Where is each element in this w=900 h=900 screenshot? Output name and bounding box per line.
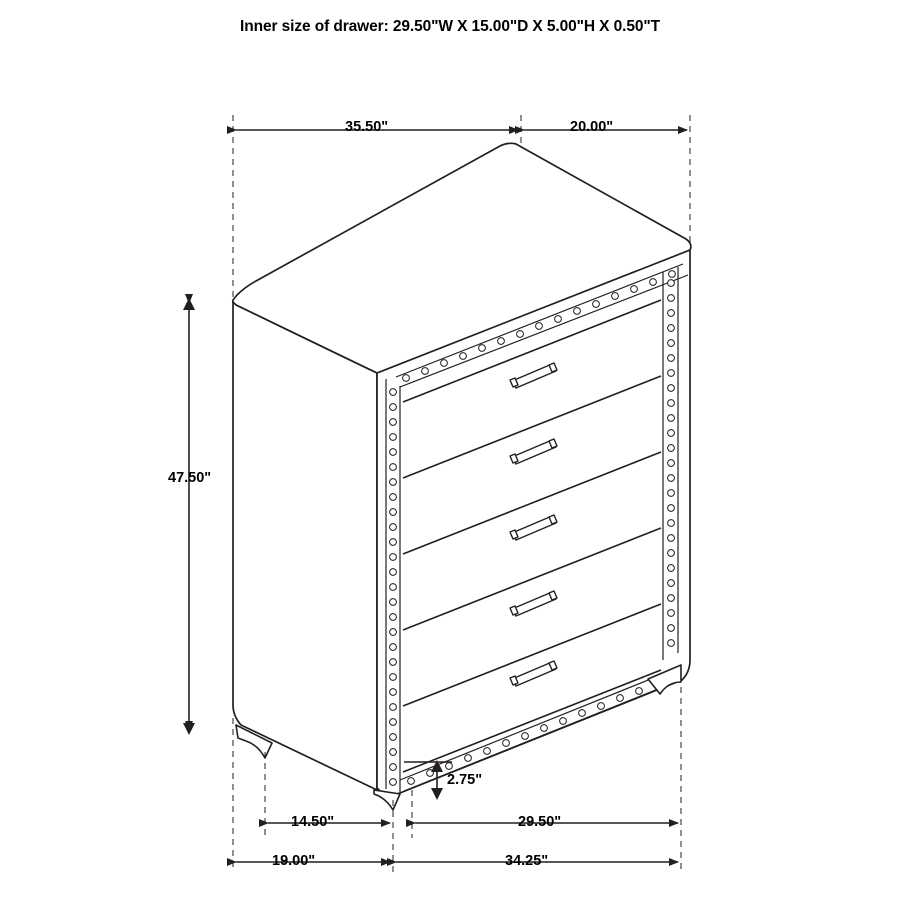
dim-label-leg-height: 2.75": [447, 772, 483, 788]
dim-label-height: 47.50": [168, 470, 212, 486]
dim-label-top-width: 35.50": [345, 119, 389, 135]
leg-front-left: [374, 790, 400, 810]
page-title: Inner size of drawer: 29.50"W X 15.00"D X 5.00"H X 0.50"T: [240, 18, 660, 35]
dim-label-front-base: 29.50": [518, 814, 562, 830]
dim-label-front-overall: 34.25": [505, 853, 549, 869]
dim-label-top-depth: 20.00": [570, 119, 614, 135]
dimension-line-height: [183, 298, 195, 735]
dim-label-side-overall: 19.00": [272, 853, 316, 869]
dim-label-side-base: 14.50": [291, 814, 335, 830]
